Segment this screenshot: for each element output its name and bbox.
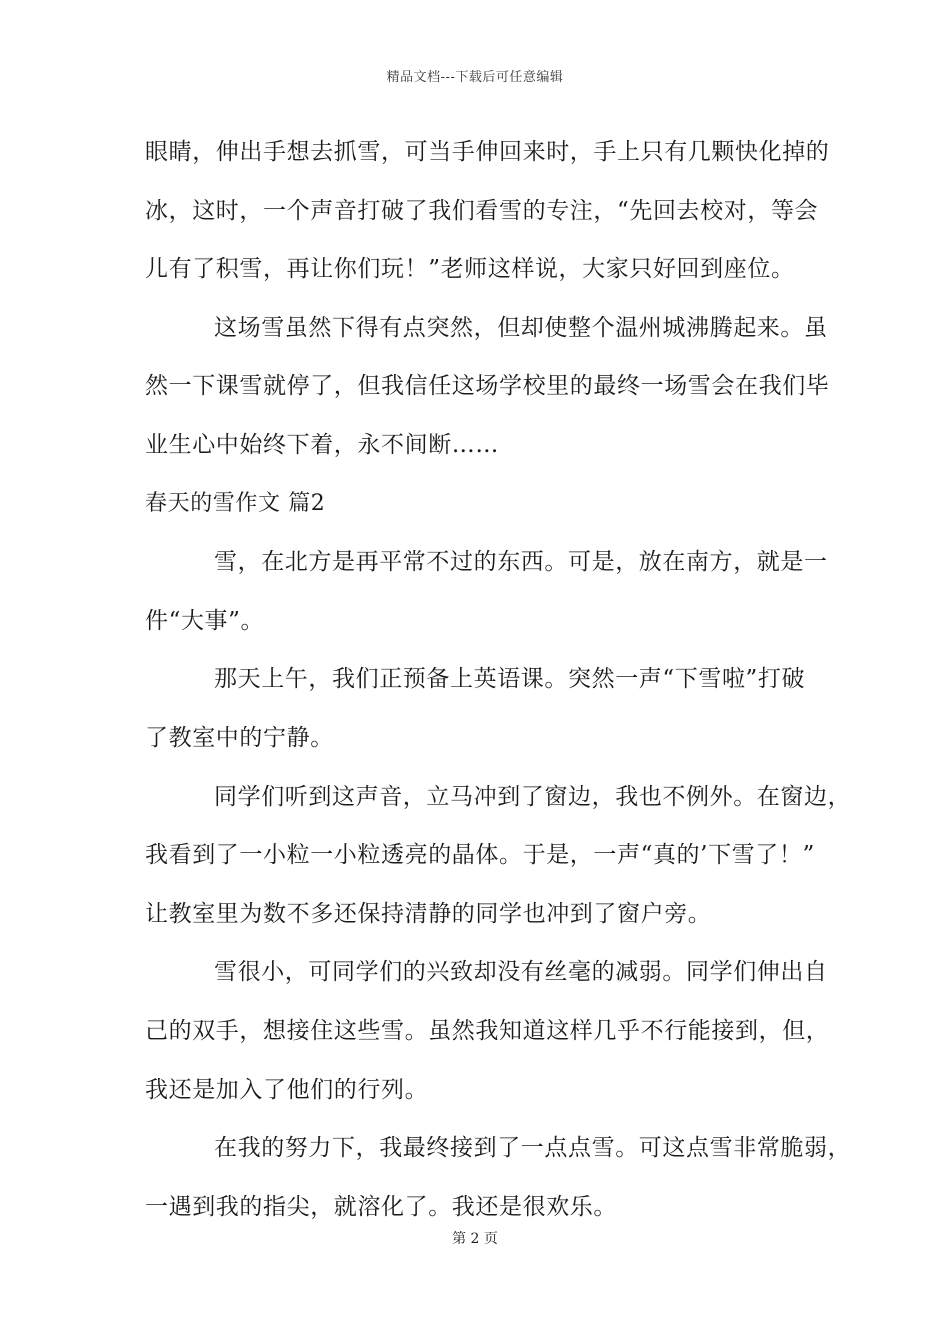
text-line: 然一下课雪就停了，但我信任这场学校里的最终一场雪会在我们毕: [145, 373, 830, 400]
paragraph-start-line: 雪很小，可同学们的兴致却没有丝毫的减弱。同学们伸出自: [214, 959, 828, 986]
paragraph-start-line: 这场雪虽然下得有点突然，但却使整个温州城沸腾起来。虽: [214, 314, 828, 341]
text-line: 业生心中始终下着，永不间断……: [145, 431, 499, 458]
text-line: 眼睛，伸出手想去抓雪，可当手伸回来时，手上只有几颗快化掉的: [145, 139, 830, 165]
text-line: 了教室中的宁静。: [145, 724, 334, 751]
paragraph-start-line: 在我的努力下，我最终接到了一点点雪。可这点雪非常脆弱，: [214, 1135, 852, 1162]
text-line: 我看到了一小粒一小粒透亮的晶体。于是，一声“真的’下雪了！”: [145, 842, 815, 869]
text-line: 件“大事”。: [145, 607, 265, 634]
page-number: 第 2 页: [452, 1231, 498, 1247]
text-line: 一遇到我的指尖，就溶化了。我还是很欢乐。: [145, 1193, 617, 1220]
text-line: 冰，这时，一个声音打破了我们看雪的专注，“先回去校对，等会: [145, 197, 819, 224]
section-heading: 春天的雪作文 篇2: [145, 490, 326, 516]
text-line: 让教室里为数不多还保持清静的同学也冲到了窗户旁。: [145, 900, 712, 927]
document-body: [145, 128, 852, 1241]
paragraph-start-line: 那天上午，我们正预备上英语课。突然一声“下雪啦”打破: [214, 666, 806, 693]
text-line: 我还是加入了他们的行列。: [145, 1076, 429, 1103]
text-line: 儿有了积雪，再让你们玩！”老师这样说，大家只好回到座位。: [145, 256, 795, 283]
paragraph-start-line: 雪，在北方是再平常不过的东西。可是，放在南方，就是一: [214, 549, 828, 576]
page-header: 精品文档---下载后可任意编辑: [386, 70, 564, 85]
paragraph-start-line: 同学们听到这声音，立马冲到了窗边，我也不例外。在窗边，: [214, 783, 852, 810]
text-line: 己的双手，想接住这些雪。虽然我知道这样几乎不行能接到，但，: [145, 1017, 830, 1044]
